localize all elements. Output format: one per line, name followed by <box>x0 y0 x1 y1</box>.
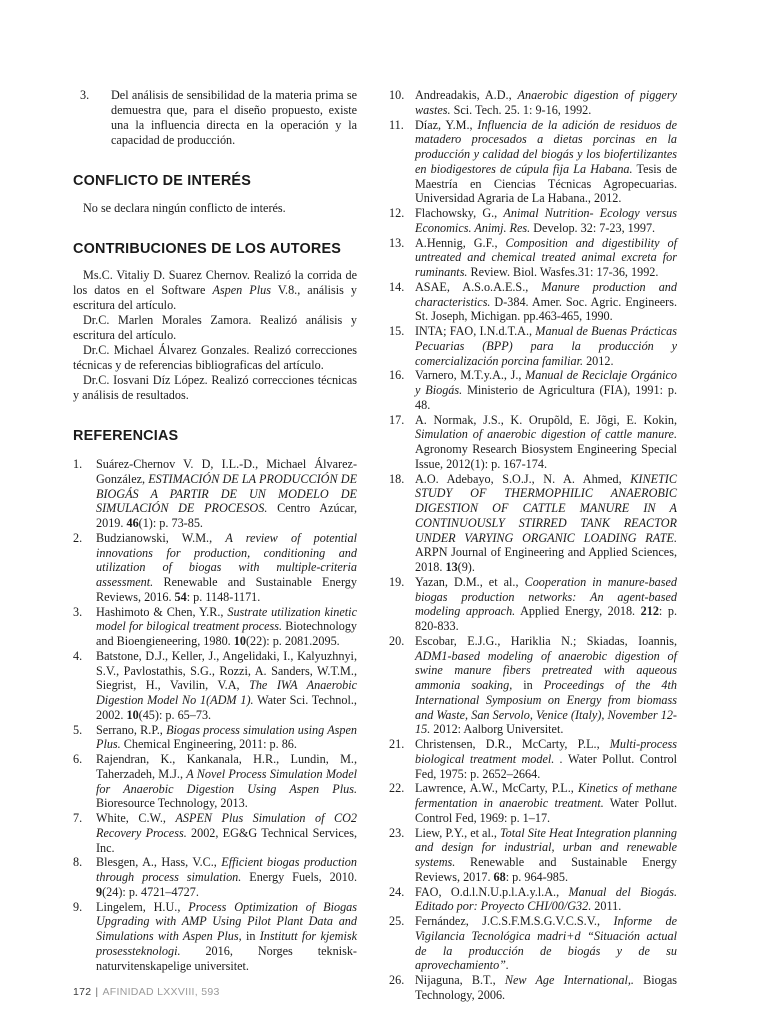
reference-title: The IWA Anaerobic Digestion Model No 1(ADM 1). <box>96 678 357 707</box>
reference-source: in <box>241 929 260 943</box>
reference-volume: 46 <box>126 516 139 530</box>
reference-authors: Flachowsky, G., <box>415 206 504 220</box>
reference-number: 16. <box>389 368 405 383</box>
contribution-text: Ms.C. Vitaliy D. Suarez Chernov. Realizó la corrida de los datos en el Software <box>73 268 357 297</box>
reference-authors: Varnero, M.T.y.A., J., <box>415 368 526 383</box>
reference-source: Agronomy Research Biosystem Engineering Special Issue, 2012(1): p. 167-174. <box>415 442 677 471</box>
reference-source: Bioresource Technology, 2013. <box>96 796 248 811</box>
reference-title: Sustrate utilization kinetic model for bilogical treatment process. <box>96 604 357 634</box>
reference-item <box>389 88 677 118</box>
reference-authors: Serrano, R.P., <box>96 722 167 737</box>
reference-title: Kinetics of methane fermentation in anaerobic treatment. <box>415 781 677 810</box>
reference-source: Biotechnology and Bioengieneering, 1980. <box>96 619 358 648</box>
reference-number: 11. <box>389 117 404 132</box>
footer-separator: | <box>95 986 99 998</box>
reference-title: A Novel Process Simulation Model for Anaerobic Digestion Using Aspen Plus. <box>96 766 357 796</box>
reference-authors: Budzianowski, W.M., <box>96 530 226 545</box>
contribution-paragraph <box>73 343 357 373</box>
reference-authors: A.Hennig, G.F., <box>415 235 506 250</box>
reference-title: Multi-process biological treatment model. . <box>415 737 677 766</box>
reference-number: 13. <box>389 235 405 250</box>
reference-item <box>389 973 677 1003</box>
right-column <box>389 88 677 1003</box>
reference-title: Influencia de la adición de residuos de matadero procesados a dietas porcinas en la producción y calidad del biogás y los biofertilizantes en biodigestores de cúpula fija La Habana. <box>415 117 677 176</box>
reference-item <box>389 472 677 575</box>
reference-title: Cooperation in manure-based biogas production networks: An agent-based modeling approach. <box>415 574 678 619</box>
reference-authors: ASAE, A.S.o.A.E.S., <box>415 279 542 294</box>
reference-authors: Rajendran, K., Kankanala, H.R., Lundin, M., Taherzadeh, M.J., <box>96 752 357 781</box>
reference-source: Water Sci. Technol., 2002. <box>96 693 357 722</box>
reference-item <box>73 649 357 723</box>
reference-item <box>73 723 357 753</box>
reference-authors: FAO, O.d.l.N.U.p.l.A.y.l.A., <box>415 884 569 899</box>
reference-number: 23. <box>389 825 405 840</box>
reference-item <box>389 575 677 634</box>
reference-authors: Suárez-Chernov V. D, I.L.-D., Michael Álvarez-González, <box>96 457 357 486</box>
reference-title: ESTIMACIÓN DE LA PRODUCCIÓN DE BIOGÁS A PARTIR DE UN MODELO DE SIMULACIÓN DE PROCESOS. <box>96 471 358 516</box>
conclusion-item <box>80 88 357 148</box>
reference-title: ASPEN Plus Simulation of CO2 Recovery Process. <box>96 811 357 840</box>
contribution-software: Aspen Plus <box>212 283 271 297</box>
reference-number: 26. <box>389 973 405 987</box>
reference-item <box>389 280 677 324</box>
reference-number: 2. <box>73 530 83 545</box>
reference-authors: Nijaguna, B.T., <box>415 973 505 987</box>
reference-item <box>389 737 677 781</box>
reference-authors: Blesgen, A., Hass, V.C., <box>96 855 222 870</box>
contribution-text: Dr.C. Iosvani Díz López. Realizó correcciones técnicas y análisis de resultados. <box>73 373 357 402</box>
reference-title: Biogas process simulation using Aspen Plus. <box>96 722 357 752</box>
reference-source: Renewable and Sustainable Energy Reviews, 2016. <box>96 575 357 604</box>
reference-source: 2011. <box>591 899 622 914</box>
reference-source: Energy Fuels, 2010. <box>241 870 357 884</box>
reference-title: A review of potential innovations for production, conditioning and utilization of biogas with multiple-criteria assessment. <box>96 530 357 589</box>
left-column <box>73 88 357 973</box>
reference-authors: Batstone, D.J., Keller, J., Angelidaki, I., Kalyuzhnyi, S.V., Pavlostathis, S.G., Rozzi, A. Sanders, W.T.M., Siegrist, H., Vavilin, V.A, <box>96 648 357 693</box>
reference-source: Ministerio de Agricultura (FIA), 1991: p. 48. <box>415 383 677 412</box>
reference-source: Renewable and Sustainable Energy Reviews, 2017. <box>415 855 677 884</box>
reference-title: Process Optimization of Biogas Upgrading with AMP Using Pilot Plant Data and Simulations with Aspen Plus, <box>96 899 357 943</box>
reference-authors: Fernández, J.C.S.F.M.S.G.V.C.S.V., <box>415 914 614 928</box>
page-footer <box>73 986 220 998</box>
contribution-text: Dr.C. Michael Álvarez Gonzales. Realizó correcciones técnicas y de referencias bibliograficas del artículo. <box>73 343 357 372</box>
reference-source: Develop. 32: 7-23, 1997. <box>530 220 656 235</box>
conflict-heading: CONFLICTO DE INTERÉS <box>73 173 252 189</box>
reference-number: 12. <box>389 206 405 220</box>
reference-authors: Hashimoto & Chen, Y.R., <box>96 604 228 619</box>
reference-pages: (22): p. 2081.2095. <box>245 634 340 648</box>
reference-number: 3. <box>73 604 83 619</box>
reference-number: 18. <box>389 471 405 486</box>
reference-source: Sci. Tech. 25. 1: 9-16, 1992. <box>450 102 592 117</box>
reference-item <box>389 236 677 280</box>
reference-item <box>73 605 357 649</box>
reference-volume: 9 <box>96 884 103 899</box>
reference-pages: : p. 1148-1171. <box>186 589 261 604</box>
reference-source: Water Pollut. Control Fed, 1975: p. 2652–2664. <box>415 751 678 781</box>
reference-source: 2012. <box>583 353 614 368</box>
reference-volume: 13 <box>445 560 458 574</box>
reference-authors: Yazan, D.M., et al., <box>415 574 525 589</box>
conclusion-item-text: Del análisis de sensibilidad de la materia prima se demuestra que, para el diseño propuesto, existe una la influencia directa en la operación y la capacidad de producción. <box>111 88 357 147</box>
reference-item <box>389 885 677 915</box>
reference-number: 7. <box>73 811 83 825</box>
reference-volume: 54 <box>174 589 187 604</box>
reference-item <box>389 914 677 973</box>
reference-authors: Christensen, D.R., McCarty, P.L., <box>415 737 610 751</box>
reference-source: ARPN Journal of Engineering and Applied Sciences, 2018. <box>415 545 677 574</box>
reference-number: 9. <box>73 899 83 914</box>
reference-source: Water Pollut. Control Fed, 1969: p. 1–17. <box>415 796 677 825</box>
reference-authors: Díaz, Y.M., <box>415 117 478 132</box>
contributions-list <box>73 268 357 403</box>
reference-item <box>389 634 677 737</box>
reference-title: Manure production and characteristics. <box>415 279 677 309</box>
reference-item <box>73 531 357 605</box>
reference-pages: (9). <box>457 560 475 574</box>
contribution-paragraph <box>73 313 357 343</box>
reference-number: 21. <box>389 737 405 751</box>
reference-title: Manual del Biogás. Editado por: Proyecto CHI/00/G32. <box>415 884 677 914</box>
references-list-right <box>389 88 677 1003</box>
reference-title: New Age International,. <box>504 973 634 987</box>
reference-authors: Escobar, E.J.G., Hariklia N.; Skiadas, Ioannis, <box>415 633 677 648</box>
reference-item <box>73 752 357 811</box>
reference-number: 6. <box>73 752 83 766</box>
references-heading: REFERENCIAS <box>73 428 179 444</box>
reference-publisher: 2016, Norges teknisk-naturvitenskapelige universitet. <box>96 943 357 973</box>
reference-volume: 10 <box>126 707 139 722</box>
reference-pages: : p. 964-985. <box>505 869 569 884</box>
reference-number: 14. <box>389 279 405 294</box>
reference-source: 2002, EG&G Technical Services, Inc. <box>96 825 357 855</box>
reference-authors: A.O. Adebayo, S.O.J., N. A. Ahmed, <box>415 471 631 486</box>
page-number: 172 <box>73 986 92 998</box>
reference-source: Review. Biol. Wasfes.31: 17-36, 1992. <box>467 265 659 279</box>
reference-authors: INTA; FAO, I.N.d.T.A., <box>415 324 536 338</box>
reference-number: 8. <box>73 855 83 870</box>
reference-number: 25. <box>389 914 405 928</box>
reference-source: Biogas Technology, 2006. <box>415 973 677 1002</box>
reference-pages: (1): p. 73-85. <box>138 516 203 530</box>
reference-item <box>73 811 357 855</box>
reference-item <box>389 118 677 207</box>
reference-number: 4. <box>73 648 83 663</box>
reference-title: Composition and digestibility of untreated and chemical treated animal excreta for ruminants. <box>415 235 677 279</box>
conflict-text: No se declara ningún conflicto de interés. <box>83 201 286 215</box>
reference-pages: : p. 820-833. <box>415 604 677 633</box>
reference-title: Efficient biogas production through process simulation. <box>96 855 357 884</box>
contribution-text-end: V.8., análisis y escritura del artículo. <box>73 283 357 312</box>
reference-title: ADM1-based modeling of anaerobic digestion of swine manure fibers pretreated with aqueous ammonia soaking, <box>415 648 677 692</box>
reference-title: Informe de Vigilancia Tecnológica madri+d “Situación actual de la producción de biogás y de su aprovechamiento”. <box>415 914 677 973</box>
reference-authors: A. Normak, J.S., K. Orupõld, E. Jõgi, E. Kokin, <box>415 412 677 427</box>
conclusion-item-number: 3. <box>80 88 90 102</box>
reference-number: 5. <box>73 722 83 737</box>
reference-number: 20. <box>389 633 405 648</box>
reference-source: Tesis de Maestría en Ciencias Técnicas Agropecuarias. Universidad Agraria de La Habana., 2012. <box>415 161 677 206</box>
contributions-heading: CONTRIBUCIONES DE LOS AUTORES <box>73 241 342 257</box>
references-list-left <box>73 457 357 973</box>
reference-item <box>389 368 677 412</box>
contribution-text: Dr.C. Marlen Morales Zamora. Realizó análisis y escritura del artículo. <box>73 313 357 342</box>
reference-pages: (45): p. 65–73. <box>138 707 212 722</box>
reference-source: Centro Azúcar, 2019. <box>96 501 357 530</box>
reference-item <box>389 826 677 885</box>
reference-item <box>389 413 677 472</box>
reference-source: in <box>512 678 544 692</box>
reference-authors: Lingelem, H.U., <box>96 899 189 914</box>
reference-title: Animal Nutrition- Ecology versus Economics. Animj. Res. <box>415 206 677 235</box>
reference-number: 24. <box>389 884 405 899</box>
reference-item <box>73 457 357 531</box>
reference-title: Manual de Reciclaje Orgánico y Biogás. <box>415 368 677 397</box>
reference-volume: 68 <box>493 869 506 884</box>
reference-title: Total Site Heat Integration planning and design for industrial, urban and renewable systems. <box>415 825 677 869</box>
reference-number: 1. <box>73 457 83 471</box>
reference-source: D-384. Amer. Soc. Agric. Engineers. St. Joseph, Michigan. pp.463-465, 1990. <box>415 294 677 324</box>
reference-item <box>73 855 357 899</box>
reference-item <box>389 206 677 236</box>
reference-number: 10. <box>389 88 405 102</box>
reference-number: 19. <box>389 574 405 589</box>
reference-pages: (24): p. 4721–4727. <box>102 884 199 899</box>
reference-volume: 10 <box>233 634 246 648</box>
reference-authors: Andreadakis, A.D., <box>415 88 518 102</box>
reference-title: Simulation of anaerobic digestion of cattle manure. <box>415 427 677 442</box>
contribution-paragraph <box>73 268 357 313</box>
reference-number: 22. <box>389 781 405 796</box>
reference-venue: Proceedings of the 4th International Symposium on Energy from biomass and Waste, San Servolo, Venice (Italy), November 12-15. <box>415 678 677 737</box>
reference-publisher: 2012: Aalborg Universitet. <box>430 722 564 737</box>
reference-source: Chemical Engineering, 2011: p. 86. <box>120 737 297 752</box>
reference-number: 15. <box>389 324 405 338</box>
reference-authors: Lawrence, A.W., McCarty, P.L., <box>415 781 578 796</box>
reference-number: 17. <box>389 412 405 427</box>
reference-title: KINETIC STUDY OF THERMOPHILIC ANAEROBIC DIGESTION OF CATTLE MANURE IN A CONTINUOUSLY STIRRED TANK REACTOR UNDER VARYING ORGANIC LOADING RATE. <box>415 471 677 545</box>
reference-title: Anaerobic digestion of piggery wastes. <box>415 88 677 117</box>
reference-item <box>73 900 357 974</box>
contribution-paragraph <box>73 373 357 403</box>
reference-venue: Institutt for kjemisk prosessteknologi. <box>96 929 357 958</box>
reference-authors: White, C.W., <box>96 811 176 825</box>
reference-item <box>389 781 677 825</box>
journal-name: AFINIDAD LXXVIII, 593 <box>102 986 220 998</box>
reference-volume: 212 <box>640 604 659 619</box>
reference-authors: Liew, P.Y., et al., <box>415 825 501 840</box>
reference-source: Applied Energy, 2018. <box>515 604 641 619</box>
reference-title: Manual de Buenas Prácticas Pecuarias (BPP) para la producción y comercialización porcina familiar. <box>415 324 677 368</box>
reference-item <box>389 324 677 368</box>
